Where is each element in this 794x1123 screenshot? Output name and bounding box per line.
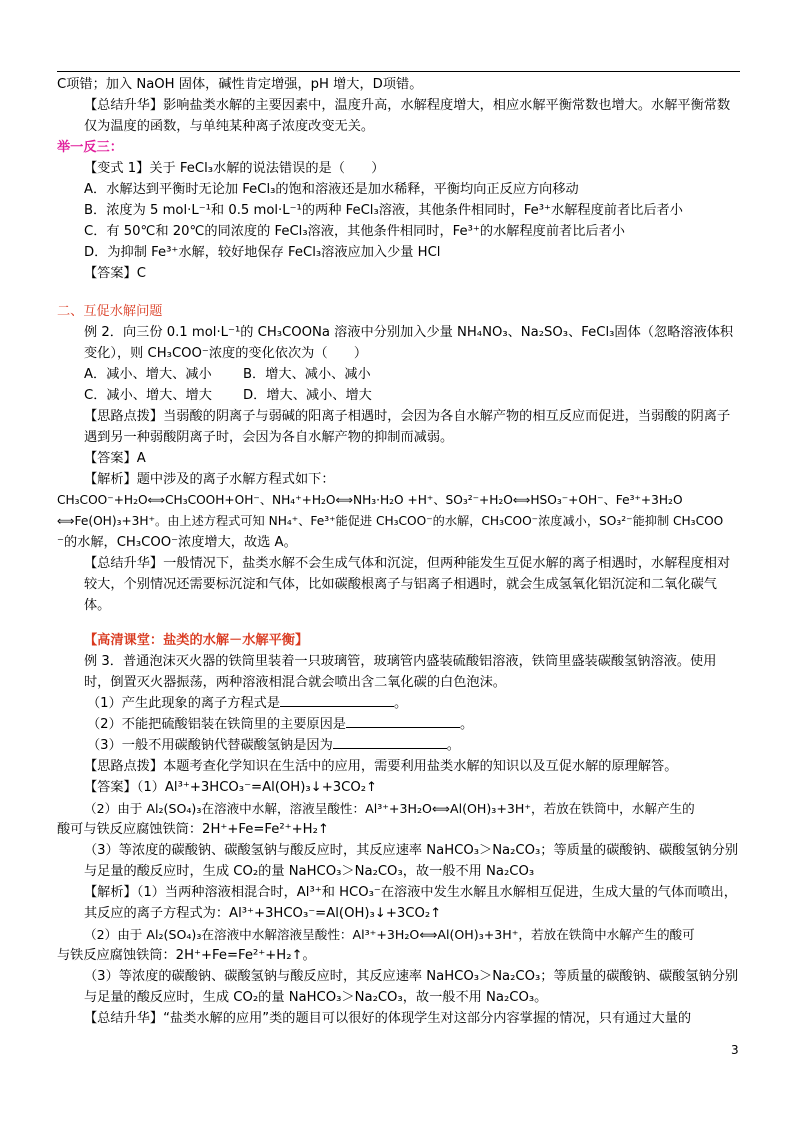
option-a: A．水解达到平衡时无论加 FeCl₃的饱和溶液还是加水稀释，平衡均向正反应方向移动	[84, 182, 579, 197]
answer-part-2: （2）由于 Al₂(SO₄)₃在溶液中水解，溶液呈酸性：Al³⁺+3H₂O⟺Al(OH)₃+3H⁺，若放在铁筒中，水解产生的	[84, 801, 695, 816]
option-d: D．增大、减小、增大	[243, 388, 372, 403]
answer-part-2-cont: 酸可与铁反应腐蚀铁筒：2H⁺+Fe=Fe²⁺+H₂↑	[57, 822, 329, 837]
header-rule	[57, 71, 740, 72]
question-stem: 【变式 1】关于 FeCl₃水解的说法错误的是（ ）	[84, 161, 385, 176]
analysis-part-2-cont: 与铁反应腐蚀铁筒：2H⁺+Fe=Fe²⁺+H₂↑。	[57, 948, 316, 963]
page-body	[57, 74, 740, 1029]
sub-question-2: （2）不能把硫酸铝装在铁筒里的主要原因是 。	[87, 717, 474, 732]
answer: 【答案】C	[84, 266, 146, 281]
equation-line: CH₃COO⁻+H₂O⟺CH₃COOH+OH⁻、NH₄⁺+H₂O⟺NH₃·H₂O +H⁺、SO₃²⁻+H₂O⟺HSO₃⁻+OH⁻、Fe³⁺+3H₂O	[57, 493, 683, 507]
example-3-stem: 例 3．普通泡沫灭火器的铁筒里装着一只玻璃管，玻璃管内盛装硫酸铝溶液，铁筒里盛装碳酸氢钠溶液。使用时，倒置灭火器振荡，两种溶液相混合就会喷出含二氧化碳的白色泡沫。	[84, 654, 717, 690]
answer-blank[interactable]	[333, 736, 447, 749]
equation-line: ⁻的水解，CH₃COO⁻浓度增大，故选 A。	[57, 535, 297, 550]
text-line: C项错；加入 NaOH 固体，碱性肯定增强，pH 增大，D项错。	[57, 77, 423, 92]
sub-question-3: （3）一般不用碳酸钠代替碳酸氢钠是因为 。	[87, 738, 460, 753]
equation-line: ⟺Fe(OH)₃+3H⁺。由上述方程式可知 NH₄⁺、Fe³⁺能促进 CH₃COO⁻的水解，CH₃COO⁻浓度减小，SO₃²⁻能抑制 CH₃COO	[57, 514, 724, 528]
example-2-stem: 例 2．向三份 0.1 mol·L⁻¹的 CH₃COONa 溶液中分别加入少量 NH₄NO₃、Na₂SO₃、FeCl₃固体（忽略溶液体积变化），则 CH₃COO⁻浓度的变化依次为（ ）	[84, 325, 734, 361]
analysis-part-2: （2）由于 Al₂(SO₄)₃在溶液中水解溶液呈酸性：Al³⁺+3H₂O⟺Al(OH)₃+3H⁺，若放在铁筒中水解产生的酸可	[84, 927, 695, 942]
page-number: 3	[731, 1043, 739, 1057]
option-d: D．为抑制 Fe³⁺水解，较好地保存 FeCl₃溶液应加入少量 HCl	[84, 245, 441, 260]
sub-question-1: （1）产生此现象的离子方程式是 。	[87, 696, 408, 711]
thinking-hint: 【思路点拨】当弱酸的阴离子与弱碱的阳离子相遇时，会因为各自水解产物的相互反应而促进，当弱酸的阴离子遇到另一种弱酸阴离子时，会因为各自水解产物的抑制而减弱。	[84, 409, 731, 445]
analysis-heading: 【解析】题中涉及的离子水解方程式如下：	[84, 472, 335, 487]
options-row-1	[57, 364, 740, 385]
option-a: A．减小、增大、减小	[84, 367, 212, 382]
options-row-2	[57, 385, 740, 406]
section-heading-practice: 举一反三：	[57, 140, 123, 155]
lecture-tag: 【高清课堂：盐类的水解－水解平衡】	[84, 633, 309, 648]
answer: 【答案】（1）Al³⁺+3HCO₃⁻=Al(OH)₃↓+3CO₂↑	[84, 780, 378, 795]
option-c: C．减小、增大、增大	[84, 388, 212, 403]
option-b: B．增大、减小、减小	[243, 367, 371, 382]
answer: 【答案】A	[84, 451, 146, 466]
option-b: B．浓度为 5 mol·L⁻¹和 0.5 mol·L⁻¹的两种 FeCl₃溶液，其他条件相同时，Fe³⁺水解程度前者比后者小	[84, 203, 683, 218]
thinking-hint: 【思路点拨】本题考查化学知识在生活中的应用，需要利用盐类水解的知识以及互促水解的原理解答。	[84, 759, 678, 774]
analysis-part-3: （3）等浓度的碳酸钠、碳酸氢钠与酸反应时，其反应速率 NaHCO₃＞Na₂CO₃；等质量的碳酸钠、碳酸氢钠分别与足量的酸反应时，生成 CO₂的量 NaHCO₃＞Na₂CO₃，故一般不用 Na₂CO₃。	[84, 969, 739, 1005]
section-heading-mutual-hydrolysis: 二、互促水解问题	[57, 304, 163, 319]
answer-blank[interactable]	[346, 715, 460, 728]
option-c: C．有 50℃和 20℃的同浓度的 FeCl₃溶液，其他条件相同时，Fe³⁺的水解程度前者比后者小	[84, 224, 625, 239]
answer-part-3: （3）等浓度的碳酸钠、碳酸氢钠与酸反应时，其反应速率 NaHCO₃＞Na₂CO₃；等质量的碳酸钠、碳酸氢钠分别与足量的酸反应时，生成 CO₂的量 NaHCO₃＞Na₂CO₃，故一般不用 Na₂CO₃	[84, 843, 739, 879]
summary-paragraph: 【总结升华】一般情况下，盐类水解不会生成气体和沉淀，但两种能发生互促水解的离子相遇时，水解程度相对较大，个别情况还需要标沉淀和气体，比如碳酸根离子与铝离子相遇时，就会生成氢氧化铝沉淀和二氧化碳气体。	[84, 556, 731, 613]
summary-paragraph: 【总结升华】“盐类水解的应用”类的题目可以很好的体现学生对这部分内容掌握的情况，只有通过大量的	[84, 1011, 692, 1026]
answer-blank[interactable]	[280, 694, 394, 707]
analysis-part-1: 【解析】（1）当两种溶液相混合时，Al³⁺和 HCO₃⁻在溶液中发生水解且水解相互促进，生成大量的气体而喷出，其反应的离子方程式为：Al³⁺+3HCO₃⁻=Al(OH)₃↓+3CO₂↑	[84, 885, 737, 921]
summary-paragraph: 【总结升华】影响盐类水解的主要因素中，温度升高，水解程度增大，相应水解平衡常数也增大。水解平衡常数仅为温度的函数，与单纯某种离子浓度改变无关。	[84, 98, 731, 134]
